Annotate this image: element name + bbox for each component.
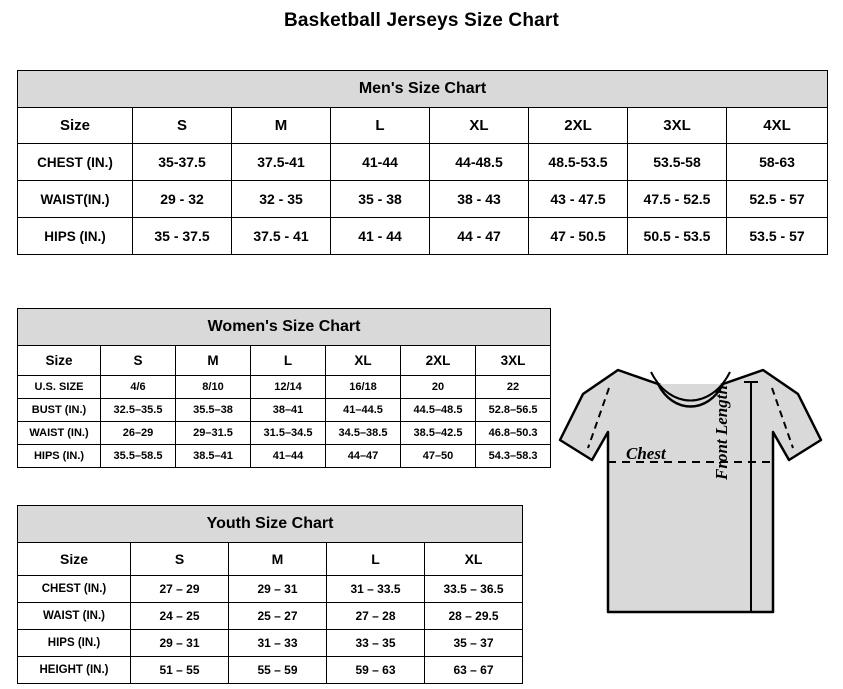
table-row (18, 181, 828, 218)
womens-row-label: BUST (IN.) (18, 399, 101, 422)
youth-header-cell: S (131, 543, 229, 576)
chest-measure-label: Chest (626, 444, 666, 463)
mens-header-cell: 2XL (529, 108, 628, 144)
youth-header-cell: Size (18, 543, 131, 576)
youth-cell: 29 – 31 (229, 576, 327, 603)
mens-header-row (18, 108, 828, 144)
womens-row-label: HIPS (IN.) (18, 445, 101, 468)
womens-cell: 26–29 (101, 422, 176, 445)
womens-header-cell: Size (18, 346, 101, 376)
womens-cell: 52.8–56.5 (476, 399, 551, 422)
mens-cell: 41 - 44 (331, 218, 430, 255)
youth-row-label: WAIST (IN.) (18, 603, 131, 630)
youth-cell: 25 – 27 (229, 603, 327, 630)
mens-cell: 37.5-41 (232, 144, 331, 181)
womens-cell: 38.5–42.5 (401, 422, 476, 445)
table-row (18, 603, 523, 630)
womens-size-chart-table (17, 308, 551, 468)
womens-header-cell: 3XL (476, 346, 551, 376)
mens-chart-title: Men's Size Chart (18, 71, 828, 108)
womens-cell: 46.8–50.3 (476, 422, 551, 445)
youth-cell: 28 – 29.5 (425, 603, 523, 630)
mens-cell: 43 - 47.5 (529, 181, 628, 218)
womens-cell: 47–50 (401, 445, 476, 468)
mens-cell: 53.5 - 57 (727, 218, 828, 255)
youth-row-label: HIPS (IN.) (18, 630, 131, 657)
youth-cell: 31 – 33.5 (327, 576, 425, 603)
womens-header-row (18, 346, 551, 376)
womens-header-cell: L (251, 346, 326, 376)
mens-cell: 38 - 43 (430, 181, 529, 218)
youth-cell: 24 – 25 (131, 603, 229, 630)
mens-header-cell: 3XL (628, 108, 727, 144)
table-row (18, 422, 551, 445)
youth-cell: 63 – 67 (425, 657, 523, 684)
womens-chart-title: Women's Size Chart (18, 309, 551, 346)
womens-header-cell: XL (326, 346, 401, 376)
youth-header-cell: L (327, 543, 425, 576)
table-row (18, 399, 551, 422)
table-row (18, 144, 828, 181)
mens-header-cell: M (232, 108, 331, 144)
table-row (18, 630, 523, 657)
youth-cell: 27 – 28 (327, 603, 425, 630)
womens-header-cell: S (101, 346, 176, 376)
womens-cell: 44–47 (326, 445, 401, 468)
mens-cell: 41-44 (331, 144, 430, 181)
youth-cell: 35 – 37 (425, 630, 523, 657)
mens-cell: 48.5-53.5 (529, 144, 628, 181)
mens-cell: 44 - 47 (430, 218, 529, 255)
womens-chart-title-row (18, 309, 551, 346)
mens-cell: 35 - 38 (331, 181, 430, 218)
jersey-shirt-icon (548, 362, 838, 652)
mens-cell: 35 - 37.5 (133, 218, 232, 255)
womens-row-label: U.S. SIZE (18, 376, 101, 399)
mens-row-label: HIPS (IN.) (18, 218, 133, 255)
mens-cell: 32 - 35 (232, 181, 331, 218)
womens-cell: 31.5–34.5 (251, 422, 326, 445)
womens-cell: 34.5–38.5 (326, 422, 401, 445)
page-title: Basketball Jerseys Size Chart (283, 10, 560, 31)
table-row (18, 657, 523, 684)
mens-cell: 47 - 50.5 (529, 218, 628, 255)
womens-cell: 41–44.5 (326, 399, 401, 422)
womens-cell: 38.5–41 (176, 445, 251, 468)
womens-cell: 29–31.5 (176, 422, 251, 445)
womens-cell: 35.5–58.5 (101, 445, 176, 468)
youth-cell: 51 – 55 (131, 657, 229, 684)
womens-cell: 4/6 (101, 376, 176, 399)
youth-cell: 55 – 59 (229, 657, 327, 684)
mens-cell: 29 - 32 (133, 181, 232, 218)
womens-header-cell: 2XL (401, 346, 476, 376)
table-row (18, 376, 551, 399)
youth-cell: 29 – 31 (131, 630, 229, 657)
mens-header-cell: Size (18, 108, 133, 144)
mens-chart-title-row (18, 71, 828, 108)
mens-header-cell: L (331, 108, 430, 144)
mens-header-cell: XL (430, 108, 529, 144)
youth-cell: 59 – 63 (327, 657, 425, 684)
front-length-measure-label: Front Length (712, 385, 731, 480)
womens-cell: 8/10 (176, 376, 251, 399)
mens-cell: 37.5 - 41 (232, 218, 331, 255)
youth-chart-title-row (18, 506, 523, 543)
mens-cell: 52.5 - 57 (727, 181, 828, 218)
mens-cell: 44-48.5 (430, 144, 529, 181)
womens-cell: 20 (401, 376, 476, 399)
womens-cell: 38–41 (251, 399, 326, 422)
womens-cell: 12/14 (251, 376, 326, 399)
table-row (18, 576, 523, 603)
youth-header-cell: M (229, 543, 327, 576)
womens-cell: 44.5–48.5 (401, 399, 476, 422)
youth-cell: 33 – 35 (327, 630, 425, 657)
table-row (18, 445, 551, 468)
mens-cell: 53.5-58 (628, 144, 727, 181)
mens-row-label: CHEST (IN.) (18, 144, 133, 181)
mens-header-cell: 4XL (727, 108, 828, 144)
mens-header-cell: S (133, 108, 232, 144)
mens-cell: 35-37.5 (133, 144, 232, 181)
youth-row-label: HEIGHT (IN.) (18, 657, 131, 684)
mens-cell: 58-63 (727, 144, 828, 181)
table-row (18, 218, 828, 255)
womens-header-cell: M (176, 346, 251, 376)
womens-cell: 22 (476, 376, 551, 399)
mens-row-label: WAIST(IN.) (18, 181, 133, 218)
womens-cell: 16/18 (326, 376, 401, 399)
womens-row-label: WAIST (IN.) (18, 422, 101, 445)
youth-row-label: CHEST (IN.) (18, 576, 131, 603)
shirt-measurement-diagram (548, 362, 838, 682)
youth-size-chart-table (17, 505, 523, 684)
womens-cell: 41–44 (251, 445, 326, 468)
youth-cell: 31 – 33 (229, 630, 327, 657)
youth-cell: 33.5 – 36.5 (425, 576, 523, 603)
youth-chart-title: Youth Size Chart (18, 506, 523, 543)
womens-cell: 54.3–58.3 (476, 445, 551, 468)
mens-cell: 50.5 - 53.5 (628, 218, 727, 255)
youth-header-cell: XL (425, 543, 523, 576)
womens-cell: 35.5–38 (176, 399, 251, 422)
mens-size-chart-table (17, 70, 828, 255)
womens-cell: 32.5–35.5 (101, 399, 176, 422)
youth-cell: 27 – 29 (131, 576, 229, 603)
mens-cell: 47.5 - 52.5 (628, 181, 727, 218)
youth-header-row (18, 543, 523, 576)
